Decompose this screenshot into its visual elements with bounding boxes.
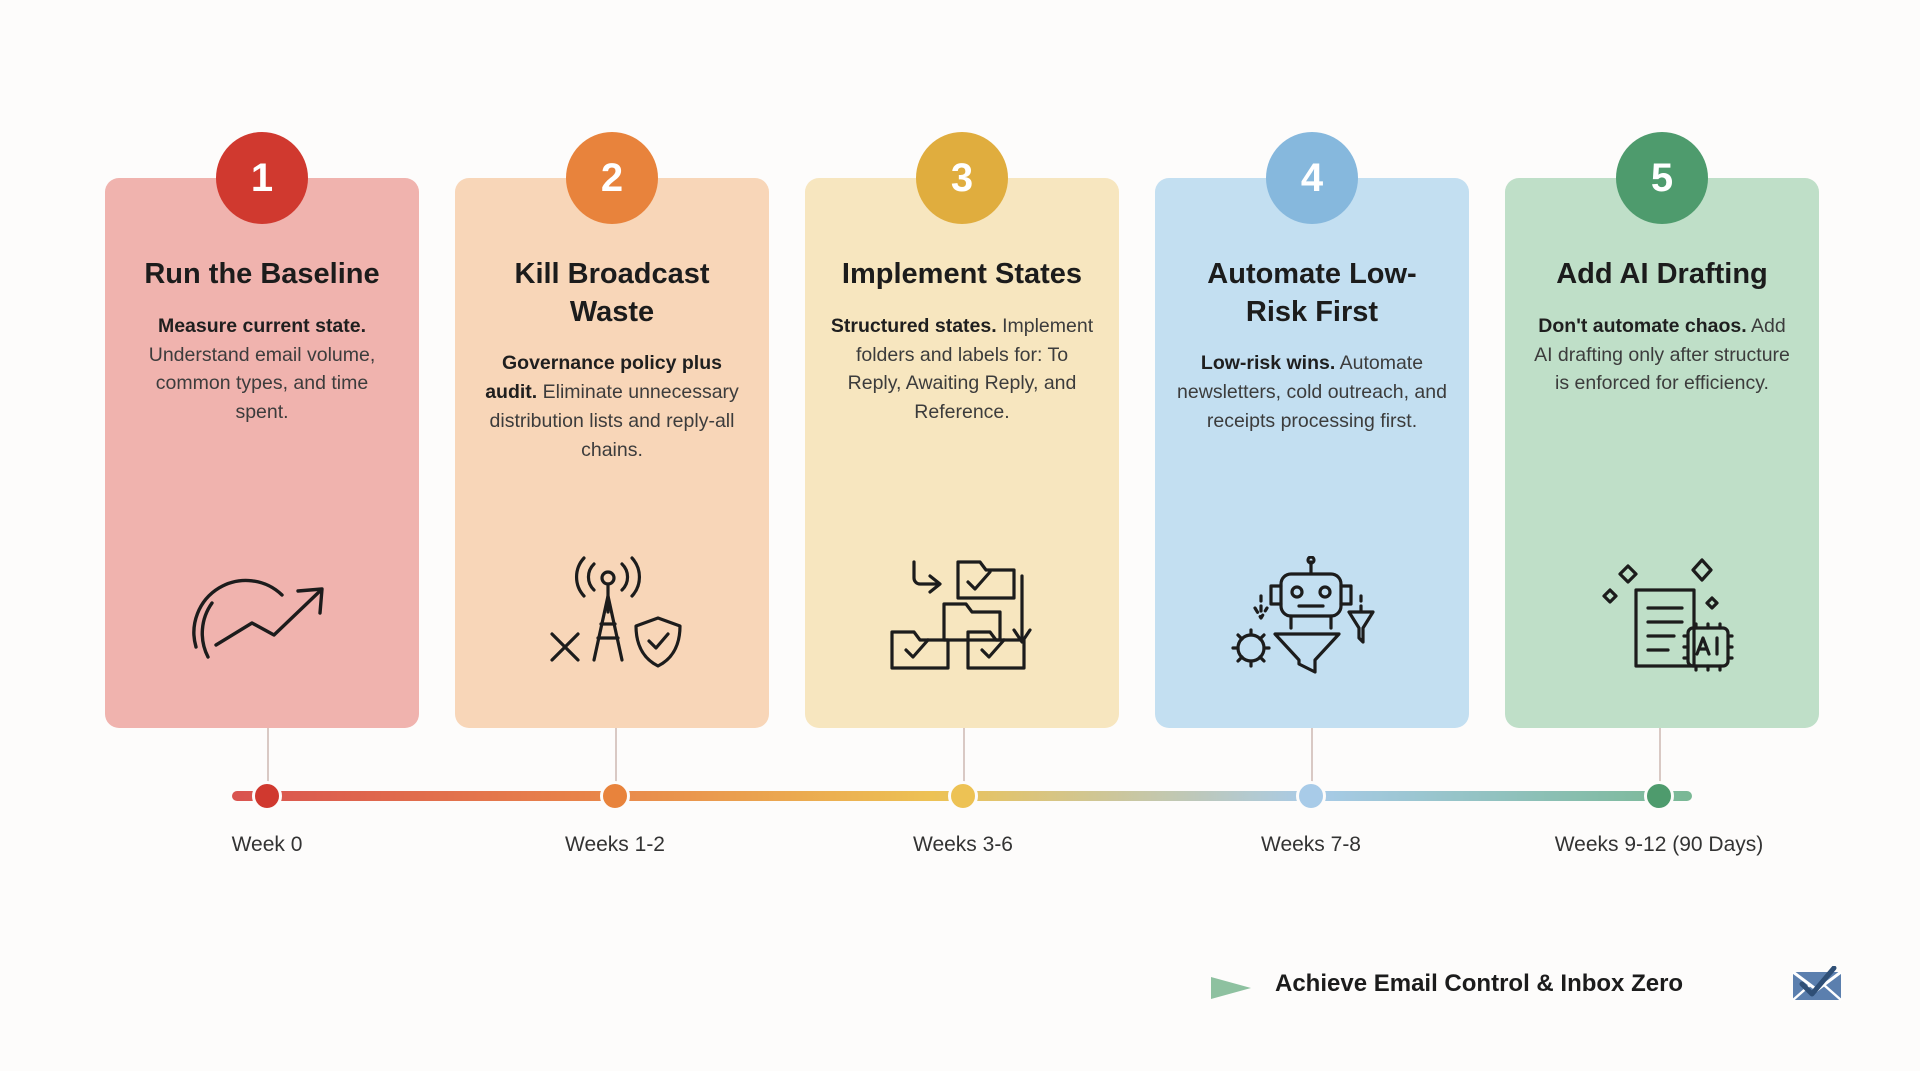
step-card-3[interactable] bbox=[805, 155, 1119, 728]
timeline-node-3[interactable] bbox=[948, 781, 978, 811]
timeline-node-1[interactable] bbox=[252, 781, 282, 811]
step-title-5: Add AI Drafting bbox=[1556, 258, 1768, 290]
step-lead-3: Structured states. bbox=[830, 314, 997, 337]
step-text-5: Add AI drafting only after structure is enforced for efficiency. bbox=[1534, 314, 1790, 395]
step-badge-3 bbox=[916, 132, 1008, 224]
step-card-2[interactable] bbox=[455, 155, 769, 728]
step-badge-5 bbox=[1616, 132, 1708, 224]
timeline-node-5[interactable] bbox=[1644, 781, 1674, 811]
step-text-1: Understand email volume, common types, and time spent. bbox=[148, 343, 376, 424]
step-badge-number-5: 5 bbox=[1650, 155, 1674, 200]
robot-automation-funnel-icon bbox=[1227, 556, 1397, 676]
timeline-label-5: Weeks 9-12 (90 Days) bbox=[1554, 833, 1764, 856]
step-body-5 bbox=[1527, 312, 1797, 399]
folders-workflow-icon bbox=[882, 556, 1042, 676]
timeline-label-4: Weeks 7-8 bbox=[1261, 833, 1361, 856]
checked-envelope-icon bbox=[1790, 966, 1844, 1006]
step-card-5[interactable] bbox=[1505, 155, 1819, 728]
timeline-label-2: Weeks 1-2 bbox=[565, 833, 665, 856]
step-lead-2: Governance policy plus audit. bbox=[485, 352, 722, 404]
step-text-4: Automate newsletters, cold outreach, and receipts processing first. bbox=[1177, 352, 1447, 433]
step-badge-number-3: 3 bbox=[950, 155, 974, 200]
step-badge-4 bbox=[1266, 132, 1358, 224]
step-body-2 bbox=[477, 349, 747, 464]
ai-document-sparkle-icon bbox=[1580, 556, 1745, 676]
step-card-4[interactable] bbox=[1155, 155, 1469, 728]
timeline-label-1: Week 0 bbox=[231, 833, 303, 856]
step-title-3: Implement States bbox=[841, 258, 1083, 290]
step-badge-number-2: 2 bbox=[600, 155, 624, 200]
timeline-node-2[interactable] bbox=[600, 781, 630, 811]
step-title-1: Run the Baseline bbox=[144, 258, 380, 290]
long-right-arrow-icon bbox=[105, 975, 1255, 1001]
step-lead-4: Low-risk wins. bbox=[1200, 352, 1336, 375]
broadcast-tower-blocked-icon bbox=[532, 556, 692, 676]
timeline-label-3: Weeks 3-6 bbox=[913, 833, 1013, 856]
gauge-growth-icon bbox=[182, 556, 342, 676]
step-badge-number-4: 4 bbox=[1300, 155, 1324, 200]
step-body-3 bbox=[827, 312, 1097, 427]
step-body-4 bbox=[1177, 349, 1447, 436]
step-badge-number-1: 1 bbox=[250, 155, 274, 200]
step-badge-2 bbox=[566, 132, 658, 224]
step-card-1[interactable] bbox=[105, 155, 419, 728]
step-title-2: Kill Broadcast Waste bbox=[514, 258, 710, 328]
steps-row bbox=[105, 155, 1819, 728]
step-title-4: Automate Low-Risk First bbox=[1207, 258, 1417, 328]
step-lead-1: Measure current state. bbox=[157, 314, 367, 337]
step-text-3: Implement folders and labels for: To Reply, Awaiting Reply, and Reference. bbox=[847, 314, 1094, 424]
timeline-node-4[interactable] bbox=[1296, 781, 1326, 811]
step-text-2: Eliminate unnecessary distribution lists and reply-all chains. bbox=[489, 381, 739, 461]
step-badge-1 bbox=[216, 132, 308, 224]
step-body-1 bbox=[127, 312, 397, 427]
step-lead-5: Don't automate chaos. bbox=[1538, 314, 1747, 337]
footer-label: Achieve Email Control & Inbox Zero bbox=[1275, 970, 1684, 997]
